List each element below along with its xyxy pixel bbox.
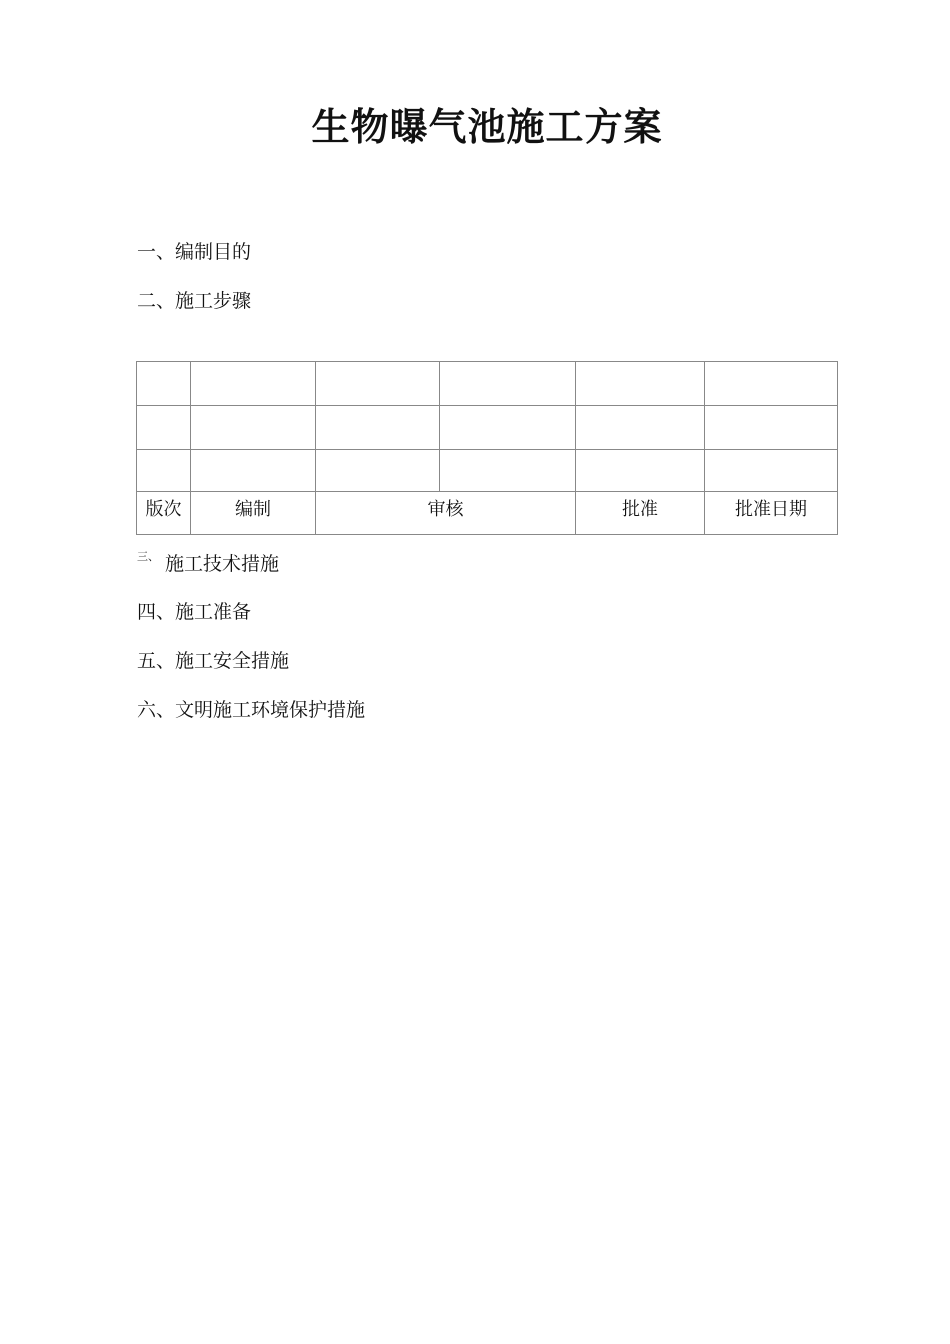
table-row	[137, 450, 838, 492]
table-cell	[576, 362, 705, 406]
table-cell	[316, 406, 440, 450]
table-cell	[440, 362, 576, 406]
table-cell	[137, 406, 191, 450]
table-cell	[705, 362, 838, 406]
toc-label: 文明施工环境保护措施	[175, 699, 366, 721]
table-cell	[191, 450, 316, 492]
toc-label: 编制目的	[175, 241, 252, 263]
table-row	[137, 362, 838, 406]
toc-number: 三、	[137, 550, 159, 563]
document-title: 生物曝气池施工方案	[311, 105, 663, 149]
header-approve-date: 批准日期	[705, 492, 838, 535]
toc-item-purpose	[137, 237, 251, 264]
toc-item-environment	[137, 695, 365, 722]
header-approve: 批准	[576, 492, 705, 535]
toc-number: 二、	[137, 290, 176, 312]
approval-table	[136, 361, 838, 535]
header-version: 版次	[137, 492, 191, 535]
table-cell	[137, 450, 191, 492]
table-row	[137, 406, 838, 450]
table-cell	[440, 450, 576, 492]
table-cell	[576, 450, 705, 492]
table-cell	[576, 406, 705, 450]
toc-label: 施工安全措施	[175, 650, 290, 672]
table-cell	[440, 406, 576, 450]
table-cell	[705, 450, 838, 492]
toc-item-steps	[137, 286, 251, 313]
table-cell	[316, 362, 440, 406]
toc-number: 一、	[137, 241, 176, 263]
table-header-row	[137, 492, 838, 535]
toc-number: 四、	[137, 601, 176, 623]
toc-item-safety	[137, 646, 289, 673]
table-cell	[191, 362, 316, 406]
toc-label: 施工技术措施	[165, 553, 280, 575]
header-compiled: 编制	[191, 492, 316, 535]
header-review: 审核	[316, 492, 576, 535]
toc-label: 施工步骤	[175, 290, 252, 312]
table-cell	[316, 450, 440, 492]
toc-item-preparation	[137, 597, 251, 624]
table-cell	[137, 362, 191, 406]
table-cell	[191, 406, 316, 450]
toc-number: 六、	[137, 699, 176, 721]
table-cell	[705, 406, 838, 450]
toc-item-technical-measures	[137, 548, 279, 576]
toc-number: 五、	[137, 650, 176, 672]
toc-label: 施工准备	[175, 601, 252, 623]
